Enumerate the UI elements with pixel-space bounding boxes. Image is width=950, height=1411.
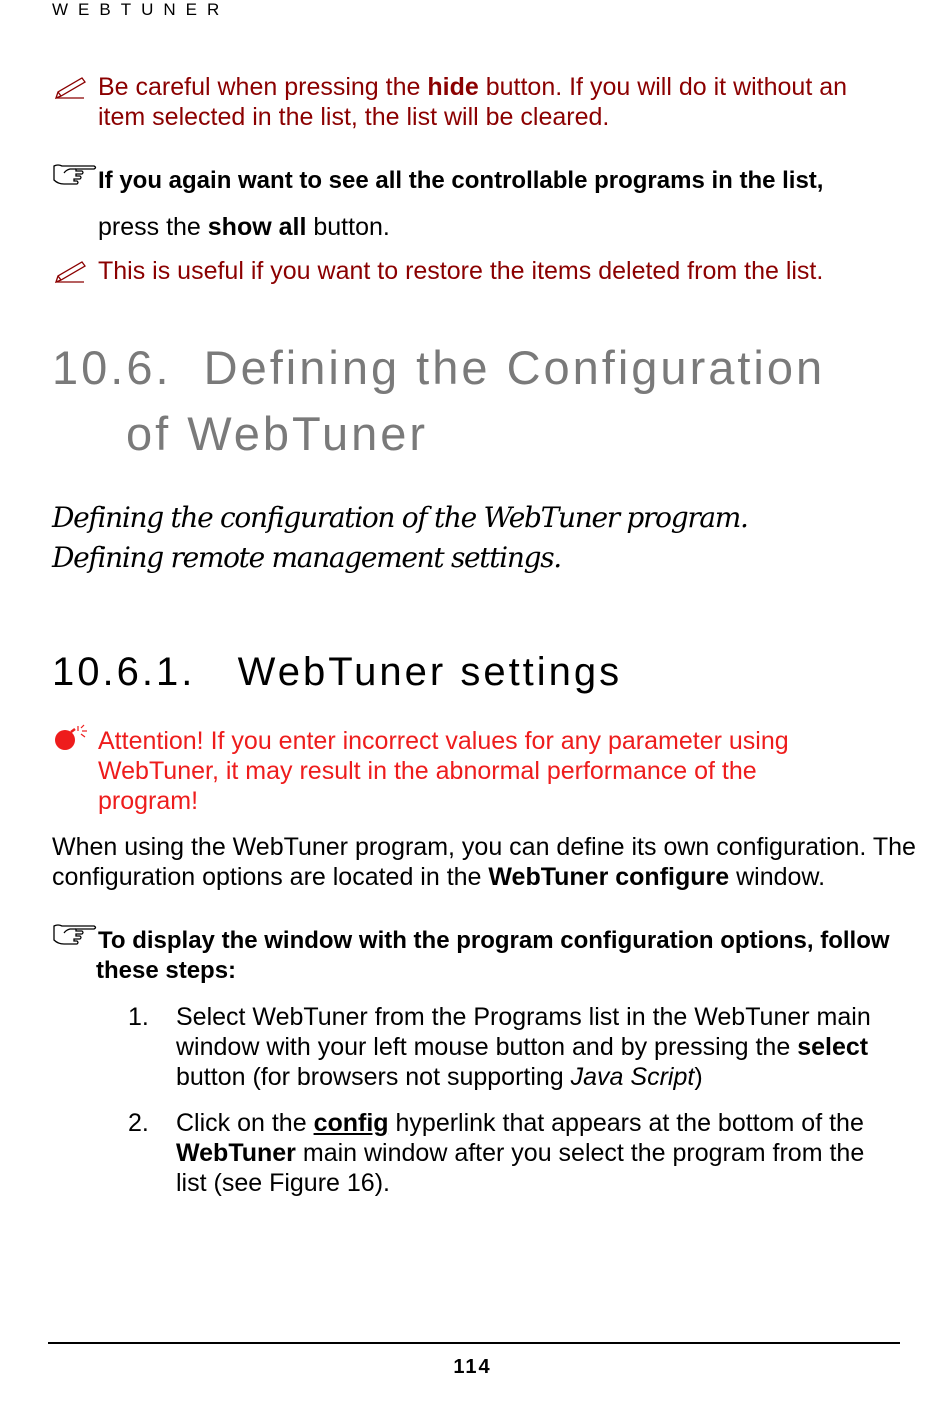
step-number: 1. (128, 1003, 149, 1031)
step-text: Click on the (176, 1109, 314, 1137)
config-link[interactable]: config (313, 1109, 389, 1137)
subsection-title: WebTuner settings (237, 650, 623, 694)
step-1 (176, 1002, 896, 1092)
step-bold: select (797, 1033, 869, 1061)
tip-show-all-heading: If you again want to see all the controllable programs in the list, (98, 167, 824, 194)
step-text: main window after you select the program from the list (see Figure 16). (176, 1139, 865, 1197)
section-heading (52, 340, 825, 395)
attention-warning: Attention! If you enter incorrect values for any parameter using WebTuner, it may result in the abnormal performance of the program! (98, 727, 789, 815)
section-title-line1: Defining the Configuration (203, 341, 826, 394)
note-text: Be careful when pressing the (98, 73, 428, 101)
step-text: button (for browsers not supporting (176, 1063, 571, 1091)
section-title-line2: of WebTuner (126, 407, 429, 460)
subsection-heading (52, 650, 622, 695)
step-number: 2. (128, 1109, 149, 1137)
note-hide-warning (98, 72, 898, 132)
summary-line2: Defining remote management settings. (52, 541, 561, 574)
tip-text: press the (98, 213, 208, 241)
pencil-icon (54, 260, 88, 284)
tip-show-all-text (98, 212, 898, 242)
bomb-icon (54, 724, 94, 754)
step-italic: Java Script (570, 1063, 695, 1091)
subsection-number: 10.6.1. (52, 650, 196, 694)
intro-bold: WebTuner configure (488, 863, 730, 891)
section-number: 10.6. (52, 341, 172, 394)
step-text: ) (694, 1063, 703, 1091)
step-bold: WebTuner (176, 1139, 296, 1167)
note-text: button. If you will do it without an item selected in the list, the list will be cleared. (98, 73, 848, 131)
note-bold: hide (427, 73, 479, 101)
page-number: 114 (453, 1356, 492, 1378)
pencil-icon (54, 76, 88, 100)
summary-line1: Defining the configuration of the WebTuner program. (52, 501, 748, 534)
step-text: hyperlink that appears at the bottom of the (388, 1109, 864, 1137)
step-2 (176, 1108, 901, 1198)
pointing-hand-icon (52, 920, 98, 950)
tip-steps-heading: To display the window with the program configuration options, follow these steps: (96, 927, 890, 984)
footer-rule (48, 1342, 900, 1344)
tip-text: button. (306, 213, 390, 241)
step-text: Select WebTuner from the Programs list in the WebTuner main window with your left mouse button and by pressing the (176, 1003, 871, 1061)
tip-bold: show all (207, 213, 307, 241)
intro-text: window. (729, 863, 826, 891)
note-restore: This is useful if you want to restore the items deleted from the list. (98, 257, 824, 285)
intro-text: When using the WebTuner program, you can define its own configuration. The configuration options are located in the (52, 833, 916, 891)
running-header: WEBTUNER (52, 0, 230, 19)
pointing-hand-icon (52, 160, 98, 190)
intro-paragraph (52, 832, 932, 892)
